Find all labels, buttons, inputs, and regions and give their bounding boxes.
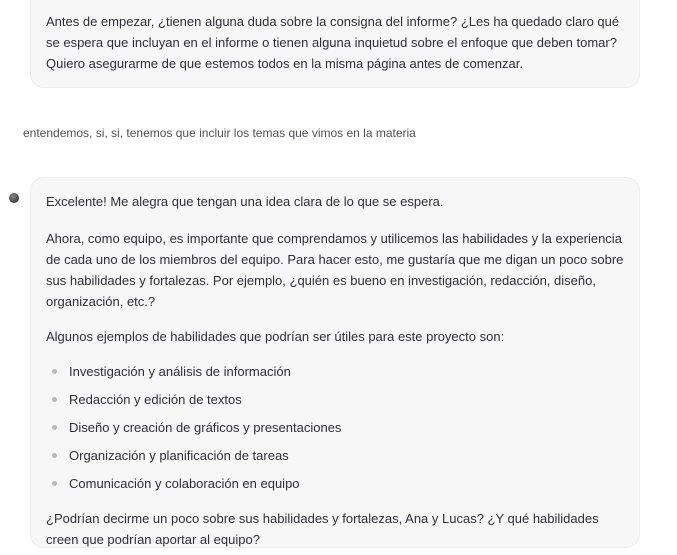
- reply-paragraph-1: Excelente! Me alegra que tengan una idea clara de lo que se espera.: [46, 194, 444, 209]
- bullet-icon: [52, 397, 57, 402]
- reply-paragraph-2: Ahora, como equipo, es importante que comprendamos y utilicemos las habilidades y la experiencia de cada uno de los miembros del equipo. Para hacer esto, me gustaría que me digan un poco sobre sus habilidades y fortalezas. Por ejemplo, ¿quién es bueno en investigación, redacción, diseño, organización, etc.?: [46, 231, 624, 309]
- assistant-message-previous: [30, 0, 640, 88]
- list-item: [46, 389, 625, 417]
- list-item: [46, 445, 625, 473]
- bullet-icon: [52, 481, 57, 486]
- list-item-label: Redacción y edición de textos: [69, 392, 242, 407]
- assistant-message-reply: [30, 177, 640, 548]
- list-item: [46, 473, 625, 501]
- bullet-icon: [52, 369, 57, 374]
- list-item-label: Comunicación y colaboración en equipo: [69, 476, 300, 491]
- assistant-avatar-icon: [9, 193, 19, 203]
- assistant-message-text: Antes de empezar, ¿tienen alguna duda sobre la consigna del informe? ¿Les ha quedado claro qué se espera que incluyan en el informe o tienen alguna inquietud sobre el enfoque que deben tomar? Quiero asegurarme de que estemos todos en la misma página antes de comenzar.: [46, 14, 620, 71]
- bullet-icon: [52, 425, 57, 430]
- list-item-label: Investigación y análisis de información: [69, 364, 291, 379]
- skills-list: [46, 361, 625, 501]
- list-item: [46, 361, 625, 389]
- reply-paragraph-3: Algunos ejemplos de habilidades que podrían ser útiles para este proyecto son:: [46, 329, 505, 344]
- list-item: [46, 417, 625, 445]
- list-item-label: Diseño y creación de gráficos y presentaciones: [69, 420, 342, 435]
- reply-paragraph-4: ¿Podrían decirme un poco sobre sus habilidades y fortalezas, Ana y Lucas? ¿Y qué habilidades creen que podrían aportar al equipo?: [46, 511, 599, 547]
- bullet-icon: [52, 453, 57, 458]
- list-item-label: Organización y planificación de tareas: [69, 448, 289, 463]
- user-message: entendemos, si, si, tenemos que incluir los temas que vimos en la materia: [23, 126, 416, 140]
